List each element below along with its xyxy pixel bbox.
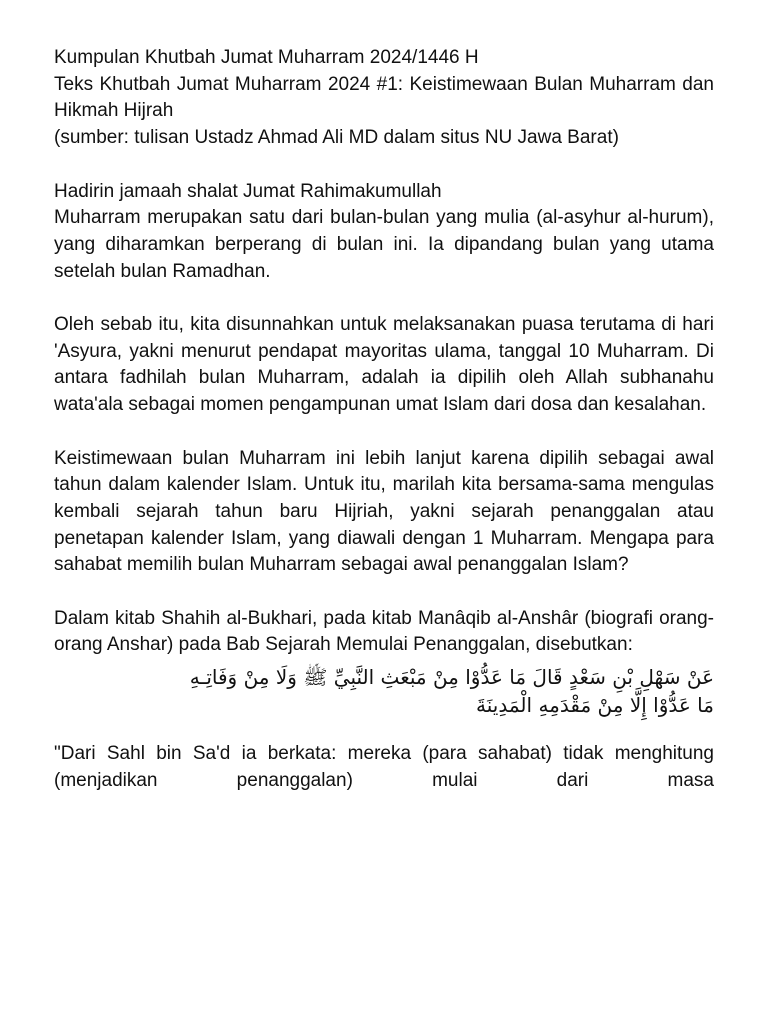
document-page (54, 45, 714, 795)
spacer (54, 719, 714, 741)
paragraph-1: Muharram merupakan satu dari bulan-bulan yang mulia (al-asyhur al-hurum), yang diharamkan berperang di bulan ini. Ia dipandang bulan yang utama setelah bulan Ramadhan. (54, 207, 714, 282)
spacer (54, 152, 714, 179)
spacer (54, 579, 714, 606)
spacer (54, 285, 714, 312)
collection-title: Kumpulan Khutbah Jumat Muharram 2024/1446 H (54, 47, 479, 68)
source-note: (sumber: tulisan Ustadz Ahmad Ali MD dalam situs NU Jawa Barat) (54, 127, 619, 149)
translation-paragraph: "Dari Sahl bin Sa'd ia berkata: mereka (para sahabat) tidak menghitung (menjadikan penanggalan) mulai dari masa (54, 743, 714, 791)
arabic-hadith (54, 663, 714, 719)
greeting: Hadirin jamaah shalat Jumat Rahimakumullah (54, 180, 442, 202)
paragraph-3: Keistimewaan bulan Muharram ini lebih lanjut karena dipilih sebagai awal tahun dalam kalender Islam. Untuk itu, marilah kita bersama-sama mengulas kembali sejarah tahun baru Hijriah, yakni sejarah penanggalan atau penetapan kalender Islam, yang diawali dengan 1 Muharram. Mengapa para sahabat memilih bulan Muharram sebagai awal penanggalan Islam? (54, 447, 714, 576)
khutbah-title: Teks Khutbah Jumat Muharram 2024 #1: Keistimewaan Bulan Muharram dan Hikmah Hijrah (54, 73, 714, 122)
arabic-hadith-line-2: مَا عَدُّوْا إِلَّا مِنْ مَقْدَمِهِ الْمَدِينَةَ (476, 693, 714, 718)
spacer (54, 419, 714, 446)
paragraph-2: Oleh sebab itu, kita disunnahkan untuk melaksanakan puasa terutama di hari 'Asyura, yakni menurut pendapat mayoritas ulama, tanggal 10 Muharram. Di antara fadhilah bulan Muharram, adalah ia dipilih oleh Allah subhanahu wata'ala sebagai momen pengampunan umat Islam dari dosa dan kesalahan. (54, 314, 714, 416)
arabic-hadith-line-1: عَنْ سَهْلِ بْنِ سَعْدٍ قَالَ مَا عَدُّوْا مِنْ مَبْعَثِ النَّبِيِّ ﷺ وَلَا مِنْ وَفَاتِـهِ (189, 665, 714, 690)
paragraph-4: Dalam kitab Shahih al-Bukhari, pada kitab Manâqib al-Anshâr (biografi orang-orang Anshar) pada Bab Sejarah Memulai Penanggalan, disebutkan: (54, 607, 714, 656)
